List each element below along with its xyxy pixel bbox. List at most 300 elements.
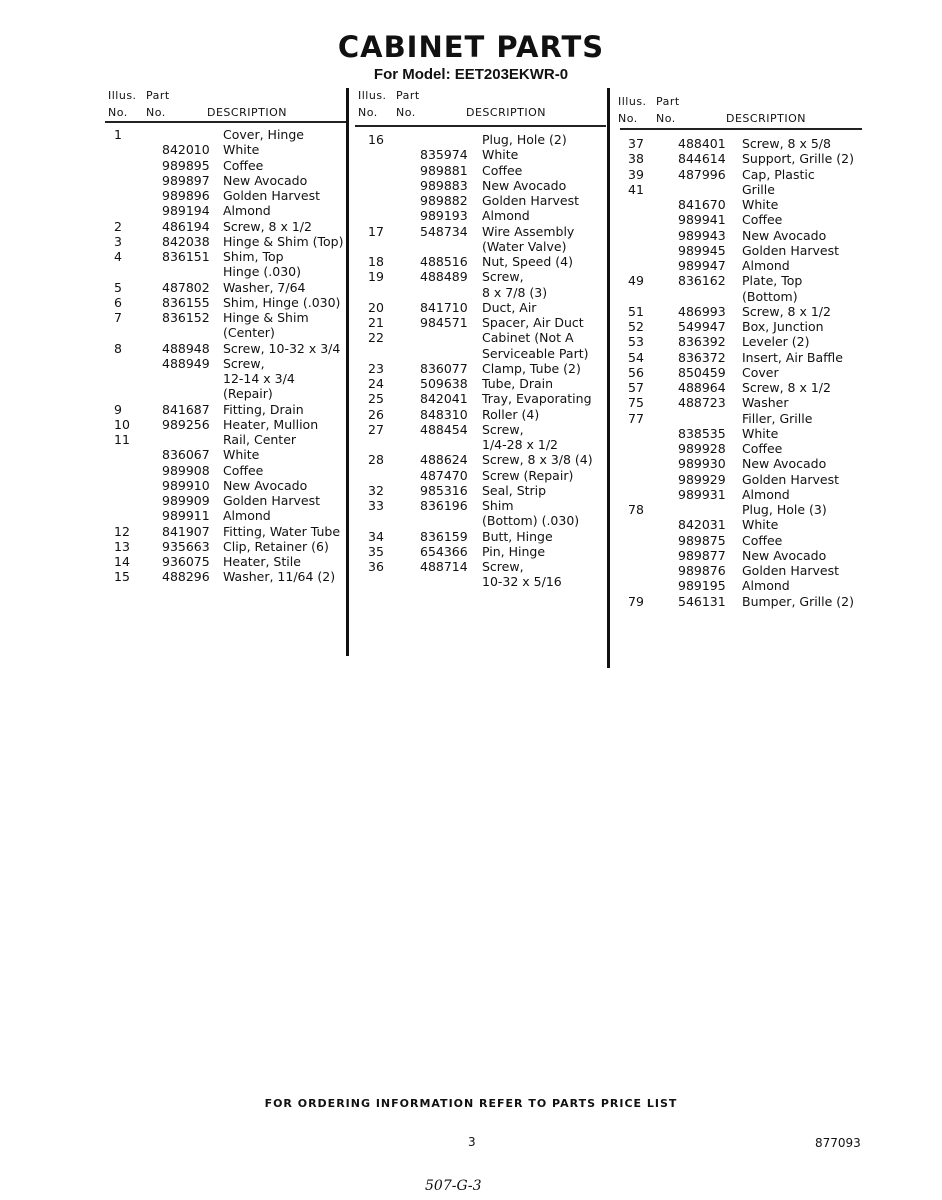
description: Coffee <box>742 212 783 228</box>
illus-no: 27 <box>368 421 384 437</box>
part-no: 989929 <box>678 471 726 487</box>
header-no: No. <box>108 106 128 119</box>
description: Coffee <box>223 157 264 173</box>
part-no: 549947 <box>678 319 726 334</box>
description: Support, Grille (2) <box>742 151 854 167</box>
illus-no: 33 <box>368 498 384 513</box>
table-row <box>358 468 618 483</box>
description: Golden Harvest <box>223 188 321 203</box>
description: Hinge (.030) <box>223 264 301 280</box>
part-no: 838535 <box>678 425 726 441</box>
description: Cover, Hinge <box>223 127 304 142</box>
part-no: 836067 <box>162 447 210 463</box>
table-row <box>358 574 618 589</box>
table-row <box>108 173 368 188</box>
part-no: 989908 <box>162 462 210 478</box>
table-row <box>358 193 618 208</box>
description: Golden Harvest <box>223 493 321 508</box>
part-no: 989876 <box>678 563 726 578</box>
illus-no: 6 <box>114 294 122 310</box>
description: Screw, <box>482 421 524 437</box>
part-no: 989911 <box>162 508 210 524</box>
table-row <box>358 529 618 544</box>
part-no: 989897 <box>162 172 210 188</box>
part-no: 842038 <box>162 233 210 249</box>
illus-no: 2 <box>114 218 122 234</box>
description: Cover <box>742 364 779 380</box>
table-row <box>358 513 618 528</box>
table-row <box>618 487 878 502</box>
table-row <box>108 447 368 462</box>
header-no: No. <box>358 106 378 119</box>
part-no: 488296 <box>162 569 210 585</box>
description: Screw, <box>482 269 524 285</box>
table-row <box>618 151 878 166</box>
description: 10-32 x 5/16 <box>482 574 562 590</box>
table-row <box>358 452 618 467</box>
table-row <box>358 285 618 300</box>
illus-no: 20 <box>368 299 384 315</box>
description: White <box>223 142 260 158</box>
description: Screw, 8 x 1/2 <box>742 380 831 395</box>
part-no: 989930 <box>678 456 726 472</box>
header-illus: Illus. <box>618 95 647 108</box>
part-no: 989895 <box>162 157 210 173</box>
illus-no: 37 <box>628 136 644 151</box>
header-underline <box>620 128 862 130</box>
table-row <box>108 310 368 325</box>
table-row <box>108 341 368 356</box>
illus-no: 35 <box>368 543 384 559</box>
table-row <box>358 147 618 162</box>
description: Almond <box>742 486 790 502</box>
illus-no: 79 <box>628 593 644 609</box>
illus-no: 39 <box>628 166 644 182</box>
header-part-no: No. <box>146 106 166 119</box>
illus-no: 12 <box>114 523 130 539</box>
part-no: 842041 <box>420 391 468 407</box>
ordering-note: FOR ORDERING INFORMATION REFER TO PARTS PRICE LIST <box>264 1097 678 1110</box>
description: 1/4-28 x 1/2 <box>482 437 558 452</box>
part-no: 841907 <box>162 523 210 539</box>
table-row <box>108 249 368 264</box>
description: (Center) <box>223 325 275 341</box>
table-row <box>108 524 368 539</box>
description: Box, Junction <box>742 319 824 334</box>
part-no: 989941 <box>678 212 726 228</box>
table-row <box>108 325 368 340</box>
table-row <box>358 437 618 452</box>
part-no: 989193 <box>420 208 468 224</box>
table-row <box>618 197 878 212</box>
part-no: 836372 <box>678 349 726 365</box>
part-no: 488964 <box>678 380 726 395</box>
description: Shim, Top <box>223 249 284 264</box>
description: Golden Harvest <box>742 563 840 578</box>
part-no: 835974 <box>420 147 468 163</box>
illus-no: 57 <box>628 380 644 395</box>
description: 12-14 x 3/4 <box>223 371 295 386</box>
header-description: DESCRIPTION <box>466 106 546 119</box>
table-row <box>108 371 368 386</box>
description: Screw, 8 x 1/2 <box>742 303 831 319</box>
table-row <box>618 228 878 243</box>
table-row <box>108 127 368 142</box>
illus-no: 5 <box>114 279 122 295</box>
part-no: 509638 <box>420 376 468 391</box>
description: New Avocado <box>742 456 827 472</box>
description: Wire Assembly <box>482 223 575 239</box>
table-row <box>618 578 878 593</box>
table-row <box>618 304 878 319</box>
description: Coffee <box>482 162 523 178</box>
table-row <box>358 391 618 406</box>
part-no: 989909 <box>162 493 210 508</box>
description: Coffee <box>223 462 264 478</box>
table-row <box>618 212 878 227</box>
table-row <box>108 478 368 493</box>
description: Golden Harvest <box>742 242 840 258</box>
description: New Avocado <box>742 227 827 243</box>
part-no: 842031 <box>678 517 726 533</box>
header-part: Part <box>396 89 420 102</box>
page-title: CABINET PARTS <box>337 30 605 64</box>
description: Almond <box>742 258 790 273</box>
illus-no: 51 <box>628 303 644 319</box>
part-no: 487802 <box>162 279 210 295</box>
illus-no: 53 <box>628 334 644 350</box>
illus-no: 19 <box>368 269 384 285</box>
part-no: 488624 <box>420 452 468 468</box>
illus-no: 41 <box>628 181 644 197</box>
table-row <box>618 258 878 273</box>
description: Almond <box>223 508 271 524</box>
header-illus: Illus. <box>108 89 137 102</box>
header-underline <box>105 121 346 123</box>
table-row <box>108 203 368 218</box>
description: Shim, Hinge (.030) <box>223 294 341 310</box>
table-row <box>618 594 878 609</box>
description: Washer, 7/64 <box>223 279 306 295</box>
part-no: 836196 <box>420 498 468 513</box>
table-row <box>358 178 618 193</box>
table-row <box>618 350 878 365</box>
table-row <box>108 539 368 554</box>
part-no: 486194 <box>162 218 210 234</box>
description: (Bottom) (.030) <box>482 513 580 529</box>
part-no: 487470 <box>420 467 468 483</box>
table-row <box>108 508 368 523</box>
description: White <box>482 147 519 163</box>
part-no: 848310 <box>420 406 468 422</box>
table-row <box>358 132 618 147</box>
illus-no: 8 <box>114 340 122 356</box>
description: Clip, Retainer (6) <box>223 538 329 554</box>
part-no: 935663 <box>162 538 210 554</box>
description: Almond <box>482 208 530 224</box>
part-no: 989910 <box>162 477 210 493</box>
table-row <box>108 280 368 295</box>
part-no: 836162 <box>678 273 726 289</box>
table-row <box>358 498 618 513</box>
table-row <box>108 264 368 279</box>
part-no: 841710 <box>420 299 468 315</box>
table-row <box>618 502 878 517</box>
table-row <box>108 188 368 203</box>
document-number: 877093 <box>815 1136 861 1150</box>
part-no: 989882 <box>420 193 468 208</box>
description: New Avocado <box>223 172 308 188</box>
table-row <box>108 417 368 432</box>
part-no: 989928 <box>678 441 726 456</box>
illus-no: 18 <box>368 254 384 269</box>
part-no: 836392 <box>678 334 726 350</box>
description: Almond <box>223 203 271 219</box>
description: White <box>742 197 779 212</box>
illus-no: 38 <box>628 151 644 167</box>
description: Fitting, Water Tube <box>223 523 341 539</box>
description: Golden Harvest <box>482 193 580 208</box>
table-row <box>358 376 618 391</box>
description: Butt, Hinge <box>482 528 553 544</box>
table-row <box>108 219 368 234</box>
table-row <box>108 463 368 478</box>
table-row <box>618 456 878 471</box>
part-no: 486993 <box>678 303 726 319</box>
header-part-no: No. <box>396 106 416 119</box>
description: New Avocado <box>482 177 567 193</box>
header-description: DESCRIPTION <box>207 106 287 119</box>
description: Plug, Hole (2) <box>482 132 567 147</box>
table-row <box>358 361 618 376</box>
table-row <box>108 234 368 249</box>
part-no: 989256 <box>162 416 210 432</box>
handwritten-note: 507-G-3 <box>425 1178 482 1194</box>
table-row <box>618 548 878 563</box>
table-row <box>618 243 878 258</box>
description: Seal, Strip <box>482 482 547 498</box>
description: Screw, 8 x 3/8 (4) <box>482 452 593 468</box>
table-row <box>358 422 618 437</box>
table-row <box>618 136 878 151</box>
table-row <box>358 163 618 178</box>
table-row <box>108 142 368 157</box>
description: Screw, <box>482 559 524 574</box>
table-row <box>358 483 618 498</box>
table-row <box>358 407 618 422</box>
illus-no: 11 <box>114 432 130 447</box>
illus-no: 10 <box>114 416 130 432</box>
part-no: 546131 <box>678 593 726 609</box>
table-row <box>618 533 878 548</box>
description: White <box>742 425 779 441</box>
header-part: Part <box>656 95 680 108</box>
description: (Bottom) <box>742 288 798 304</box>
part-no: 841670 <box>678 197 726 212</box>
illus-no: 23 <box>368 360 384 376</box>
description: Grille <box>742 181 775 197</box>
illus-no: 7 <box>114 310 122 325</box>
illus-no: 34 <box>368 528 384 544</box>
illus-no: 4 <box>114 249 122 264</box>
table-row <box>358 559 618 574</box>
description: Washer <box>742 395 789 411</box>
illus-no: 14 <box>114 554 130 569</box>
table-row <box>108 356 368 371</box>
description: Hinge & Shim (Top) <box>223 233 344 249</box>
illus-no: 1 <box>114 127 122 142</box>
illus-no: 9 <box>114 401 122 417</box>
description: Washer, 11/64 (2) <box>223 569 336 585</box>
description: Screw, 8 x 1/2 <box>223 218 312 234</box>
part-no: 989875 <box>678 532 726 548</box>
part-no: 488454 <box>420 421 468 437</box>
description: Bumper, Grille (2) <box>742 593 854 609</box>
table-row <box>108 158 368 173</box>
part-no: 936075 <box>162 554 210 569</box>
description: Almond <box>742 578 790 594</box>
description: Rail, Center <box>223 432 297 447</box>
header-underline <box>355 125 606 127</box>
illus-no: 15 <box>114 569 130 585</box>
description: Shim <box>482 498 514 513</box>
table-row <box>358 254 618 269</box>
illus-no: 21 <box>368 315 384 330</box>
table-row <box>618 395 878 410</box>
illus-no: 13 <box>114 538 130 554</box>
description: Plug, Hole (3) <box>742 502 827 517</box>
table-row <box>618 472 878 487</box>
table-row <box>618 426 878 441</box>
part-no: 989945 <box>678 242 726 258</box>
description: Nut, Speed (4) <box>482 254 573 269</box>
table-row <box>618 319 878 334</box>
description: 8 x 7/8 (3) <box>482 284 548 300</box>
table-row <box>358 330 618 345</box>
table-row <box>358 315 618 330</box>
table-row <box>108 569 368 584</box>
description: Leveler (2) <box>742 334 810 350</box>
description: Tube, Drain <box>482 376 554 391</box>
table-row <box>108 493 368 508</box>
table-row <box>108 402 368 417</box>
part-no: 488516 <box>420 254 468 269</box>
header-description: DESCRIPTION <box>726 112 806 125</box>
header-illus: Illus. <box>358 89 387 102</box>
part-no: 984571 <box>420 315 468 330</box>
header-part: Part <box>146 89 170 102</box>
description: Screw, 10-32 x 3/4 <box>223 340 341 356</box>
description: Hinge & Shim <box>223 310 309 325</box>
description: Heater, Mullion <box>223 416 319 432</box>
illus-no: 75 <box>628 395 644 411</box>
description: Spacer, Air Duct <box>482 315 584 330</box>
illus-no: 36 <box>368 559 384 574</box>
description: (Repair) <box>223 386 273 402</box>
description: Pin, Hinge <box>482 543 546 559</box>
part-no: 488948 <box>162 340 210 356</box>
page-number: 3 <box>468 1135 476 1149</box>
part-no: 836151 <box>162 249 210 264</box>
table-row <box>618 380 878 395</box>
part-no: 841687 <box>162 401 210 417</box>
illus-no: 78 <box>628 502 644 517</box>
description: Filler, Grille <box>742 410 813 426</box>
part-no: 488489 <box>420 269 468 285</box>
table-row <box>358 239 618 254</box>
part-no: 488401 <box>678 136 726 151</box>
description: Screw, <box>223 355 265 371</box>
table-row <box>358 224 618 239</box>
part-no: 488714 <box>420 559 468 574</box>
part-no: 836152 <box>162 310 210 325</box>
illus-no: 16 <box>368 132 384 147</box>
illus-no: 24 <box>368 376 384 391</box>
description: Coffee <box>742 532 783 548</box>
description: New Avocado <box>223 477 308 493</box>
description: Fitting, Drain <box>223 401 304 417</box>
part-no: 850459 <box>678 364 726 380</box>
illus-no: 54 <box>628 349 644 365</box>
illus-no: 28 <box>368 452 384 468</box>
table-row <box>108 386 368 401</box>
part-no: 488949 <box>162 355 210 371</box>
part-no: 842010 <box>162 142 210 158</box>
description: White <box>223 447 260 463</box>
description: Insert, Air Baffle <box>742 349 843 365</box>
table-row <box>108 295 368 310</box>
part-no: 989947 <box>678 258 726 273</box>
part-no: 836077 <box>420 360 468 376</box>
table-row <box>618 182 878 197</box>
table-row <box>358 269 618 284</box>
description: Golden Harvest <box>742 471 840 487</box>
table-row <box>108 432 368 447</box>
table-row <box>618 334 878 349</box>
illus-no: 56 <box>628 364 644 380</box>
table-row <box>358 208 618 223</box>
illus-no: 26 <box>368 406 384 422</box>
description: Serviceable Part) <box>482 345 589 361</box>
table-row <box>358 544 618 559</box>
table-row <box>618 365 878 380</box>
part-no: 548734 <box>420 223 468 239</box>
header-no: No. <box>618 112 638 125</box>
part-no: 989931 <box>678 486 726 502</box>
description: (Water Valve) <box>482 238 567 254</box>
description: Heater, Stile <box>223 554 301 569</box>
table-row <box>108 554 368 569</box>
table-row <box>618 167 878 182</box>
description: Cap, Plastic <box>742 166 815 182</box>
part-no: 989195 <box>678 578 726 594</box>
part-no: 487996 <box>678 166 726 182</box>
part-no: 985316 <box>420 482 468 498</box>
part-no: 844614 <box>678 151 726 167</box>
header-part-no: No. <box>656 112 676 125</box>
illus-no: 17 <box>368 223 384 239</box>
part-no: 989896 <box>162 188 210 203</box>
description: Screw (Repair) <box>482 467 574 483</box>
description: Cabinet (Not A <box>482 330 574 346</box>
illus-no: 32 <box>368 482 384 498</box>
table-row <box>618 441 878 456</box>
part-no: 836159 <box>420 528 468 544</box>
table-row <box>618 289 878 304</box>
description: White <box>742 517 779 533</box>
illus-no: 52 <box>628 319 644 334</box>
illus-no: 77 <box>628 410 644 426</box>
